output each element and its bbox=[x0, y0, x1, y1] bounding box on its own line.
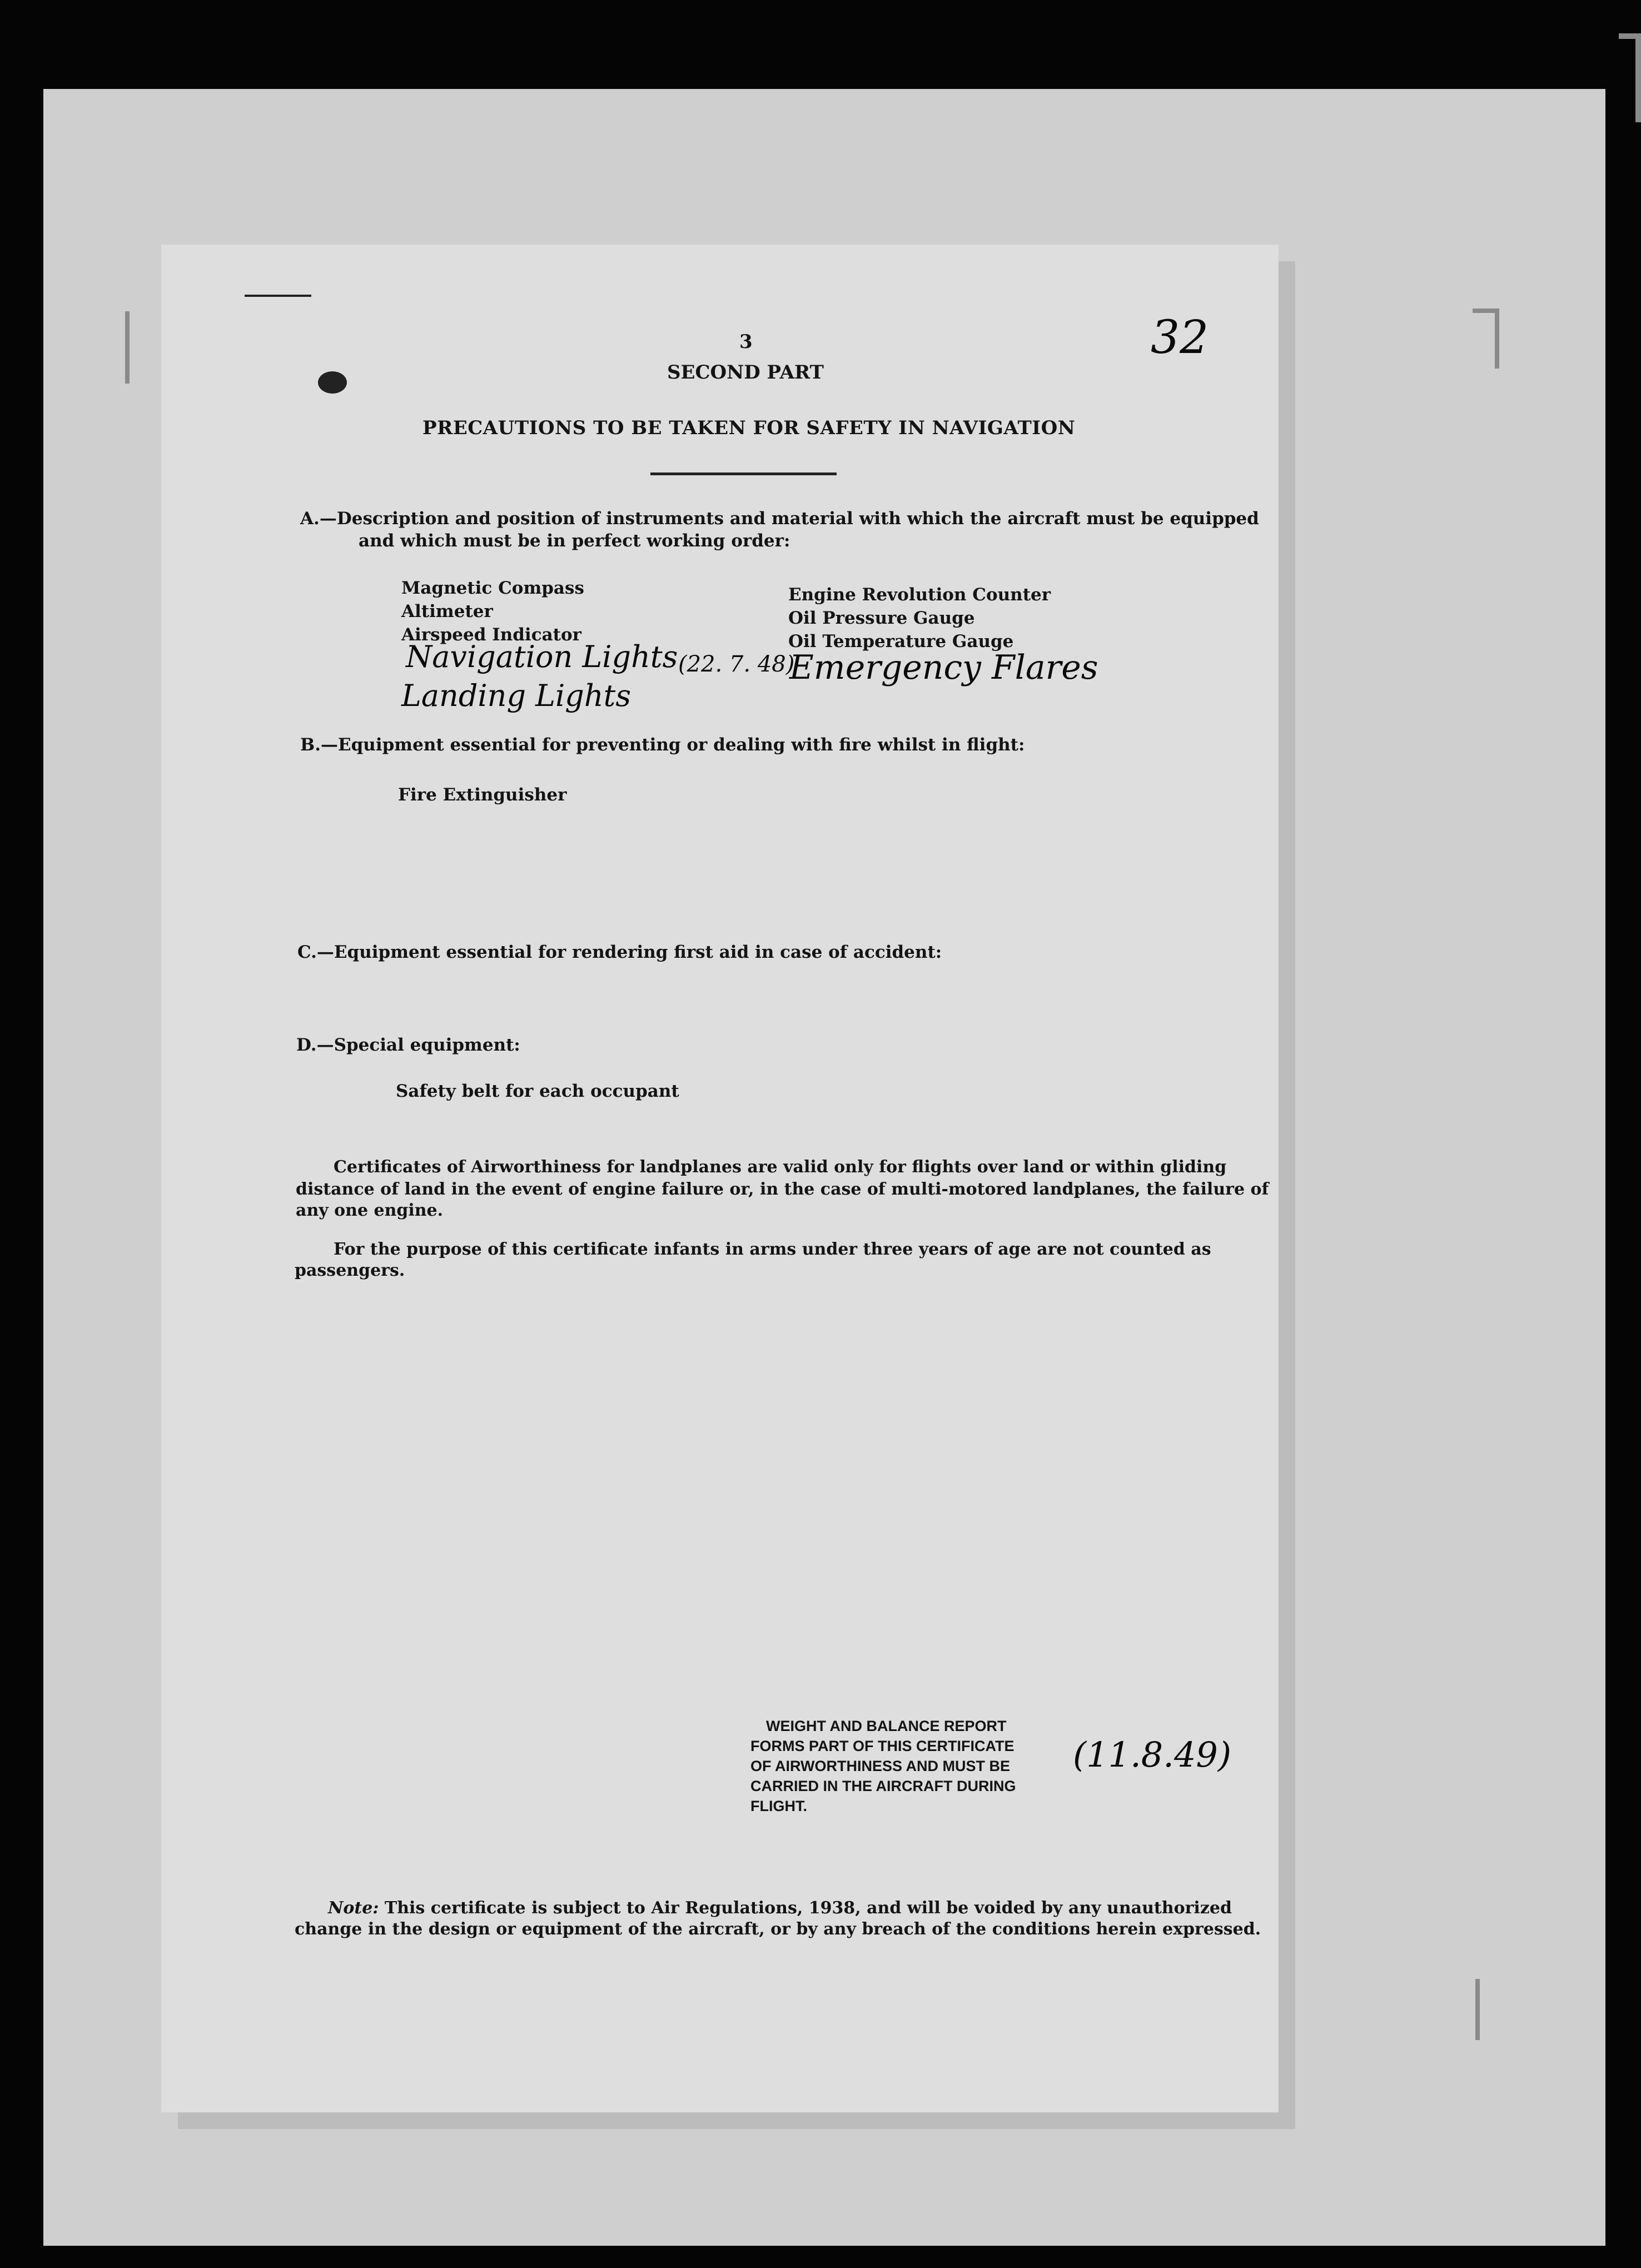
handwritten-date: (22. 7. 48) bbox=[678, 651, 795, 677]
crop-mark-right-lower bbox=[1460, 1979, 1480, 2040]
handwritten-landing-lights: Landing Lights bbox=[401, 678, 631, 713]
ink-blot-mark bbox=[318, 371, 347, 394]
stamp-line: CARRIED IN THE AIRCRAFT DURING bbox=[750, 1778, 1016, 1794]
handwritten-page-number: 32 bbox=[1151, 311, 1209, 364]
infants-paragraph-line2: passengers. bbox=[295, 1261, 405, 1280]
note-text: This certificate is subject to Air Regulations, 1938, and will be voided by any unauthorized bbox=[384, 1898, 1232, 1918]
stamp-line: OF AIRWORTHINESS AND MUST BE bbox=[750, 1758, 1011, 1774]
note-line2: change in the design or equipment of the aircraft, or by any breach of the conditions herein expressed. bbox=[295, 1919, 1261, 1939]
section-a-heading-line1: A.—Description and position of instruments and material with which the aircraft must be equipped bbox=[300, 509, 1259, 529]
handwritten-navigation-lights: Navigation Lights bbox=[406, 639, 678, 674]
airworthiness-paragraph-line2: distance of land in the event of engine failure or, in the case of multi-motored landplanes, the failure of bbox=[296, 1180, 1269, 1199]
infants-paragraph-line1: For the purpose of this certificate infants in arms under three years of age are not counted as bbox=[334, 1240, 1211, 1259]
handwritten-emergency-flares: Emergency Flares bbox=[789, 648, 1098, 687]
section-d-heading: D.—Special equipment: bbox=[296, 1035, 520, 1055]
stamp-line: FLIGHT. bbox=[750, 1798, 807, 1814]
instrument-item: Altimeter bbox=[401, 601, 493, 621]
section-c-heading: C.—Equipment essential for rendering first aid in case of accident: bbox=[297, 942, 942, 962]
page-title: PRECAUTIONS TO BE TAKEN FOR SAFETY IN NAVIGATION bbox=[422, 417, 1076, 439]
handwritten-stamp-date: (11.8.49) bbox=[1073, 1734, 1232, 1775]
note-line1 bbox=[328, 1898, 1232, 1918]
airworthiness-paragraph-line3: any one engine. bbox=[296, 1201, 444, 1220]
safety-belt-item: Safety belt for each occupant bbox=[396, 1081, 679, 1101]
section-a-heading-line2: and which must be in perfect working order: bbox=[359, 531, 790, 551]
crop-mark-top-right bbox=[1619, 33, 1641, 122]
section-heading: SECOND PART bbox=[667, 361, 824, 384]
instrument-item: Engine Revolution Counter bbox=[788, 585, 1051, 605]
section-b-heading: B.—Equipment essential for preventing or dealing with fire whilst in flight: bbox=[300, 735, 1025, 755]
pen-stroke-mark bbox=[245, 295, 311, 297]
crop-mark-right-upper bbox=[1473, 309, 1499, 369]
instrument-item: Oil Temperature Gauge bbox=[788, 631, 1014, 651]
title-underline bbox=[650, 472, 837, 475]
airworthiness-paragraph-line1: Certificates of Airworthiness for landplanes are valid only for flights over land or within gliding bbox=[334, 1157, 1227, 1177]
page-number: 3 bbox=[739, 331, 753, 353]
instrument-item: Oil Pressure Gauge bbox=[788, 608, 975, 628]
stamp-line: FORMS PART OF THIS CERTIFICATE bbox=[750, 1738, 1015, 1754]
instrument-item: Airspeed Indicator bbox=[401, 625, 581, 645]
note-label: Note: bbox=[328, 1898, 379, 1918]
stamp-line: WEIGHT AND BALANCE REPORT bbox=[766, 1718, 1007, 1734]
instrument-item: Magnetic Compass bbox=[401, 578, 584, 598]
crop-mark-left bbox=[125, 311, 145, 384]
fire-extinguisher-item: Fire Extinguisher bbox=[398, 785, 567, 805]
